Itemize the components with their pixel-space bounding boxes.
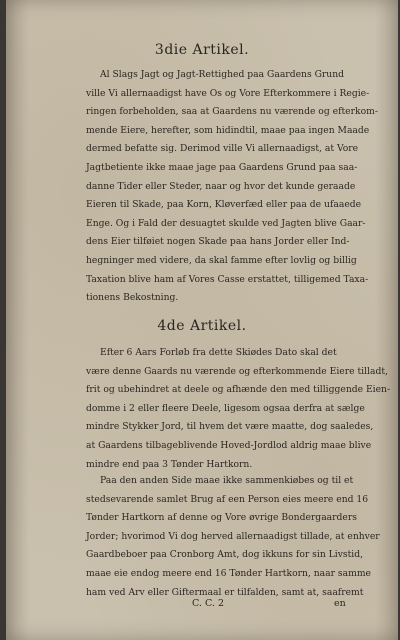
text-line: Gaardbeboer paa Cronborg Amt, dog ikkuns for sin Livstid,: [86, 549, 364, 561]
text-line: tionens Bekostning.: [86, 292, 179, 304]
article-3-heading: 3die Artikel.: [154, 42, 250, 58]
text-line: Eieren til Skade, paa Korn, Kløverfæd eller paa de ufaaede: [86, 199, 362, 211]
text-line: Jagtbetiente ikke maae jage paa Gaardens Grund paa saa-: [86, 161, 358, 173]
catchword: en: [334, 598, 346, 609]
text-line: mindre Stykker Jord, til hvem det være maatte, dog saaledes,: [86, 421, 374, 433]
text-line: Tønder Hartkorn af denne og Vore øvrige Bondergaarders: [86, 512, 357, 524]
text-line: Taxation blive ham af Vores Casse erstattet, tilligemed Taxa-: [86, 273, 369, 285]
text-line: Al Slags Jagt og Jagt-Rettighed paa Gaardens Grund: [100, 69, 345, 80]
article-4-paragraph-2: [86, 472, 380, 602]
text-line: mende Eiere, herefter, som hidindtil, maae paa ingen Maade: [86, 124, 370, 136]
text-line: frit og ubehindret at deele og afhænde den med tilliggende Eien-: [86, 384, 391, 396]
signature-mark: C. C. 2: [192, 598, 224, 609]
text-line: ringen forbeholden, saa at Gaardens nu værende og efterkom-: [86, 106, 378, 118]
text-line: ham ved Arv eller Giftermaal er tilfalden, samt at, saafremt: [86, 586, 364, 598]
text-line: Efter 6 Aars Forløb fra dette Skiødes Dato skal det: [100, 347, 337, 358]
text-line: mindre end paa 3 Tønder Hartkorn.: [86, 458, 253, 470]
text-line: være denne Gaards nu værende og efterkommende Eiere tilladt,: [86, 365, 388, 377]
article-4-heading: 4de Artikel.: [157, 318, 247, 334]
text-line: at Gaardens tilbageblivende Hoved-Jordlod aldrig maae blive: [86, 439, 372, 451]
text-line: domme i 2 eller fleere Deele, ligesom ogsaa derfra at sælge: [86, 402, 365, 414]
text-line: Enge. Og i Fald der desuagtet skulde ved Jagten blive Gaar-: [86, 217, 366, 229]
text-line: dens Eier tilføiet nogen Skade paa hans Jorder eller Ind-: [86, 236, 350, 248]
text-line: Jorder; hvorimod Vi dog herved allernaadigst tillade, at enhver: [86, 530, 380, 542]
text-line: Paa den anden Side maae ikke sammenkiøbes og til et: [100, 475, 354, 486]
article-3-body: [86, 66, 378, 308]
text-line: ville Vi allernaadigst have Os og Vore Efterkommere i Regie-: [86, 87, 370, 99]
text-line: dermed befatte sig. Derimod ville Vi allernaadigst, at Vore: [86, 143, 359, 155]
document-page: [6, 0, 398, 640]
text-line: danne Tider eller Steder, naar og hvor det kunde geraade: [86, 180, 356, 192]
article-4-paragraph-1: [86, 344, 391, 474]
text-line: stedsevarende samlet Brug af een Person eies meere end 16: [86, 493, 369, 505]
text-line: maae eie endog meere end 16 Tønder Hartkorn, naar samme: [86, 567, 371, 579]
text-line: hegninger med videre, da skal famme efter lovlig og billig: [86, 254, 357, 266]
